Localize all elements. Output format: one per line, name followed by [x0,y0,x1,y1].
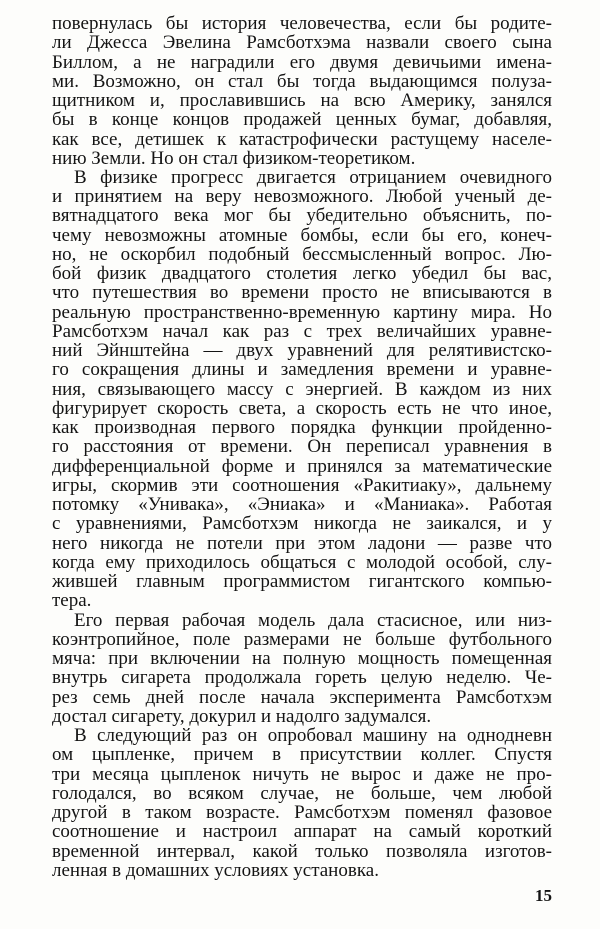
text-line: реальную пространственно-временную картину мира. Но [52,302,552,322]
text-line: повернулась бы история человечества, если бы родите- [52,14,552,34]
text-line: нию Земли. Но он стал физиком-теоретиком. [52,148,416,168]
text-line: В физике прогресс двигается отрицанием очевидного [74,168,552,188]
text-line: игры, скормив эти соотношения «Ракитиаку», дальнему [52,475,552,496]
text-line: Рамсботхэм начал как раз с трех величайших уравне- [52,321,552,342]
text-line: щитником и, прославившись на всю Америку, занялся [52,91,552,111]
text-line: коэнтропийное, поле размерами не больше футбольного [52,629,552,649]
text-line: рез семь дней после начала эксперимента Рамсботхэм [52,687,552,707]
text-line: временной интервал, какой только позволяла изготов- [52,841,552,861]
text-line: ли Джесса Эвелина Рамсботхэма назвали своего сына [52,33,552,53]
text-line: бой физик двадцатого столетия легко убедил бы вас, [52,264,552,284]
text-line: фигурирует скорость света, а скорость есть не что иное, [52,398,552,419]
text-line: голодался, во всяком случае, не больше, чем любой [52,783,552,803]
text-line: вятнадцатого века мог бы убедительно объяснить, по- [52,206,552,226]
text-line: как все, детишек к катастрофически растущему населе- [52,129,552,149]
text-line: внутрь сигарета продолжала гореть целую неделю. Че- [52,668,552,688]
text-line: ний Эйнштейна — двух уравнений для релятивистско- [52,341,552,361]
text-line: как производная первого порядка функции пройденно- [52,418,552,438]
text-line: три месяца цыпленок ничуть не вырос и даже не про- [52,764,552,784]
text-line: и принятием на веру невозможного. Любой ученый де- [52,187,552,207]
text-line: ом цыпленке, причем в присутствии коллег. Спустя [52,745,552,765]
text-line: но, не оскорбил подобный бессмысленный вопрос. Лю- [52,244,552,265]
text-line: соотношение и настроил аппарат на самый короткий [52,822,552,842]
text-line: что путешествия во времени просто не вписываются в [52,283,552,303]
text-line: с уравнениями, Рамсботхэм никогда не заикался, и у [52,514,552,534]
text-line: тера. [52,591,92,611]
text-line: Его первая рабочая модель дала стасисное, или низ- [74,610,552,630]
text-line: другой в таком возрасте. Рамсботхэм поменял фазовое [52,803,552,823]
text-line: бы в конце концов продажей ценных бумаг, добавляя, [52,110,552,130]
text-line: дифференциальной форме и принялся за математические [52,456,552,476]
text-line: мяча: при включении на полную мощность помещенная [52,649,552,669]
text-line: ния, связывающего массу с энергией. В каждом из них [52,379,552,399]
text-line: В следующий раз он опробовал машину на однодневн [74,726,552,746]
text-line: ленная в домашних условиях установка. [52,860,379,880]
text-line: го расстояния от времени. Он переписал уравнения в [52,437,552,457]
text-line: достал сигарету, докурил и надолго задумался. [52,706,432,726]
text-line: ми. Возможно, он стал бы тогда выдающимся полуза- [52,71,552,91]
text-line: Биллом, а не наградили его двумя девичьими имена- [52,52,552,72]
text-line: потомку «Унивака», «Эниака» и «Маниака». Работая [52,495,552,515]
text-line: чему невозможны атомные бомбы, если бы его, конеч- [52,225,552,245]
text-line: него никогда не потели при этом ладони — разве что [52,533,552,553]
text-line: го сокращения длины и замедления времени и уравне- [52,360,552,380]
text-line: когда ему приходилось общаться с молодой особой, слу- [52,552,552,572]
text-line: жившей главным программистом гигантского компью- [52,572,552,592]
page-number: 15 [535,886,552,905]
